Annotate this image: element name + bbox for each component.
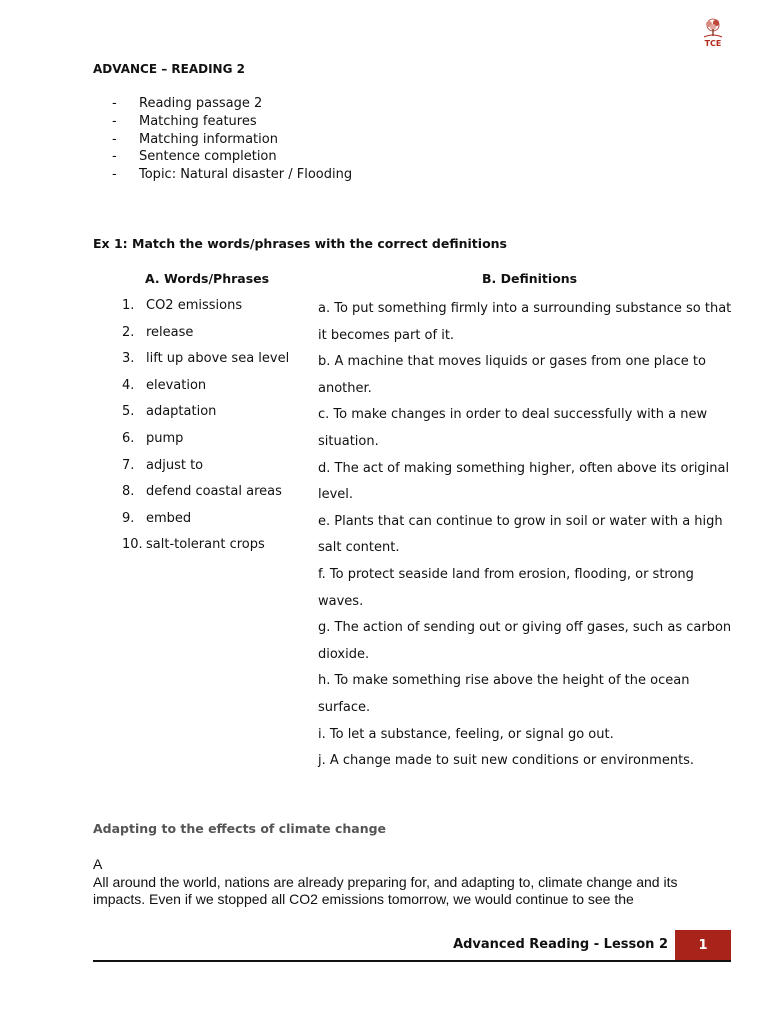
definitions-list [318, 296, 738, 775]
definition-item: b. A machine that moves liquids or gases from one place to another. [318, 354, 706, 396]
word-item: 1. CO2 emissions [122, 298, 243, 313]
passage-paragraph: All around the world, nations are already preparing for, and adapting to, climate change and its impacts. Even if we stopped all CO2 emissions tomorrow, we would continue to see the [93, 874, 678, 907]
page-number: 1 [698, 937, 708, 953]
logo-text: TCE [704, 39, 722, 48]
exercise-title: Ex 1: Match the words/phrases with the correct definitions [93, 236, 507, 251]
word-item: 7. adjust to [122, 457, 204, 473]
section-letter: A [93, 856, 103, 872]
column-b-heading: B. Definitions [482, 271, 578, 286]
topic-list [112, 95, 352, 184]
word-item: 9. embed [122, 510, 192, 526]
word-item: 4. elevation [122, 377, 207, 393]
word-item: 2. release [122, 324, 194, 340]
word-item: 3. lift up above sea level [122, 351, 290, 367]
list-item: - Topic: Natural disaster / Flooding [112, 167, 353, 183]
list-item: - Sentence completion [112, 149, 277, 165]
list-item: - Matching information [112, 131, 278, 147]
definition-item: j. A change made to suit new conditions or environments. [318, 753, 695, 769]
definition-item: h. To make something rise above the height of the ocean surface. [318, 673, 690, 715]
definition-item: f. To protect seaside land from erosion, flooding, or strong waves. [318, 566, 694, 609]
passage-title: Adapting to the effects of climate change [93, 821, 387, 836]
word-item: 8. defend coastal areas [122, 484, 282, 500]
definition-item: a. To put something firmly into a surrounding substance so that it becomes part of it. [318, 301, 732, 343]
list-item: - Reading passage 2 [112, 96, 263, 111]
definition-item: i. To let a substance, feeling, or signal go out. [318, 726, 614, 742]
footer-lesson-label: Advanced Reading - Lesson 2 [453, 937, 668, 952]
footer-divider [93, 960, 731, 962]
definition-item: d. The act of making something higher, often above its original level. [318, 460, 730, 503]
column-a-heading: A. Words/Phrases [145, 271, 270, 286]
definition-item: c. To make changes in order to deal successfully with a new situation. [318, 407, 708, 449]
word-item: 5. adaptation [122, 404, 217, 420]
tce-logo [696, 18, 730, 56]
tree-icon [696, 18, 730, 40]
list-item: - Matching features [112, 113, 257, 129]
document-title: ADVANCE – READING 2 [93, 62, 245, 76]
page-number-badge [675, 930, 731, 960]
word-item: 10. salt-tolerant crops [122, 537, 265, 553]
definition-item: g. The action of sending out or giving off gases, such as carbon dioxide. [318, 620, 732, 662]
definition-item: e. Plants that can continue to grow in soil or water with a high salt content. [318, 513, 723, 556]
words-list [122, 296, 289, 562]
word-item: 6. pump [122, 430, 184, 446]
